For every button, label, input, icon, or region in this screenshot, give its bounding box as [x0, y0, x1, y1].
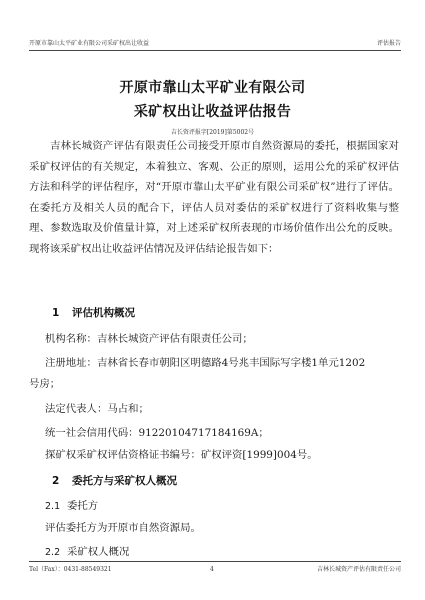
footer-company: 吉林长城资产评估有限责任公司 — [316, 566, 401, 573]
section-1-title: 评估机构概况 — [72, 307, 135, 319]
section-2-heading — [52, 474, 177, 488]
subsection-2-2-title: 采矿权人概况 — [67, 546, 130, 558]
section-2-title: 委托方与采矿权人概况 — [72, 475, 177, 487]
certificate-number-line: 探矿权采矿权评估资格证书编号：矿权评资[1999]004号。 — [45, 449, 318, 461]
registered-address-line: 注册地址：吉林省长春市朝阳区明德路4号兆丰国际写字楼1单元1202 — [45, 357, 366, 369]
section-2-number: 2 — [52, 475, 60, 487]
subsection-2-1-title: 委托方 — [67, 500, 99, 512]
legal-representative-line: 法定代表人：马占和； — [45, 403, 149, 415]
section-1-number: 1 — [52, 307, 60, 319]
document-number: 吉长资评报字[2019]第5002号 — [170, 129, 255, 136]
subsection-2-1-heading — [45, 499, 98, 514]
intro-paragraph — [29, 136, 399, 259]
registered-address-line-2: 号房； — [29, 378, 61, 390]
section-1-heading — [52, 306, 135, 320]
header-report-name: 开原市靠山太平矿业有限公司采矿权出让收益 — [29, 40, 150, 47]
client-text-line: 评估委托方为开原市自然资源局。 — [45, 522, 201, 534]
page-header — [29, 38, 401, 51]
institution-name-line: 机构名称：吉林长城资产评估有限责任公司； — [45, 333, 253, 345]
credit-code-line: 统一社会信用代码：91220104717184169A； — [45, 427, 269, 439]
report-title-line1: 开原市靠山太平矿业有限公司 — [119, 80, 306, 96]
header-report-type: 评估报告 — [376, 40, 401, 47]
subsection-2-2-heading — [45, 545, 129, 560]
footer-page-number: 4 — [210, 566, 214, 573]
footer-contact: Tel（Fax）：0431-88549321 — [29, 566, 112, 573]
subsection-2-1-number: 2.1 — [45, 501, 61, 512]
report-title-line2: 采矿权出让收益评估报告 — [133, 104, 292, 120]
page-footer — [29, 561, 401, 576]
intro-text: 吉林长城资产评估有限责任公司接受开原市自然资源局的委托，根据国家对采矿权评估的有关规定，本着独立、客观、公正的原则，运用公允的采矿权评估方法和科学的评估程序，对“开原市靠山太平矿业有限公司采矿权”进行了评估。在委托方及相关人员的配合下，评估人员对委估的采矿权进行了资料收集与整理、参数选取及价值量计算，对上述采矿权所表现的市场价值作出公允的反映。现将该采矿权出让收益评估情况及评估结论报告如下： — [29, 140, 399, 255]
subsection-2-2-number: 2.2 — [45, 547, 61, 558]
